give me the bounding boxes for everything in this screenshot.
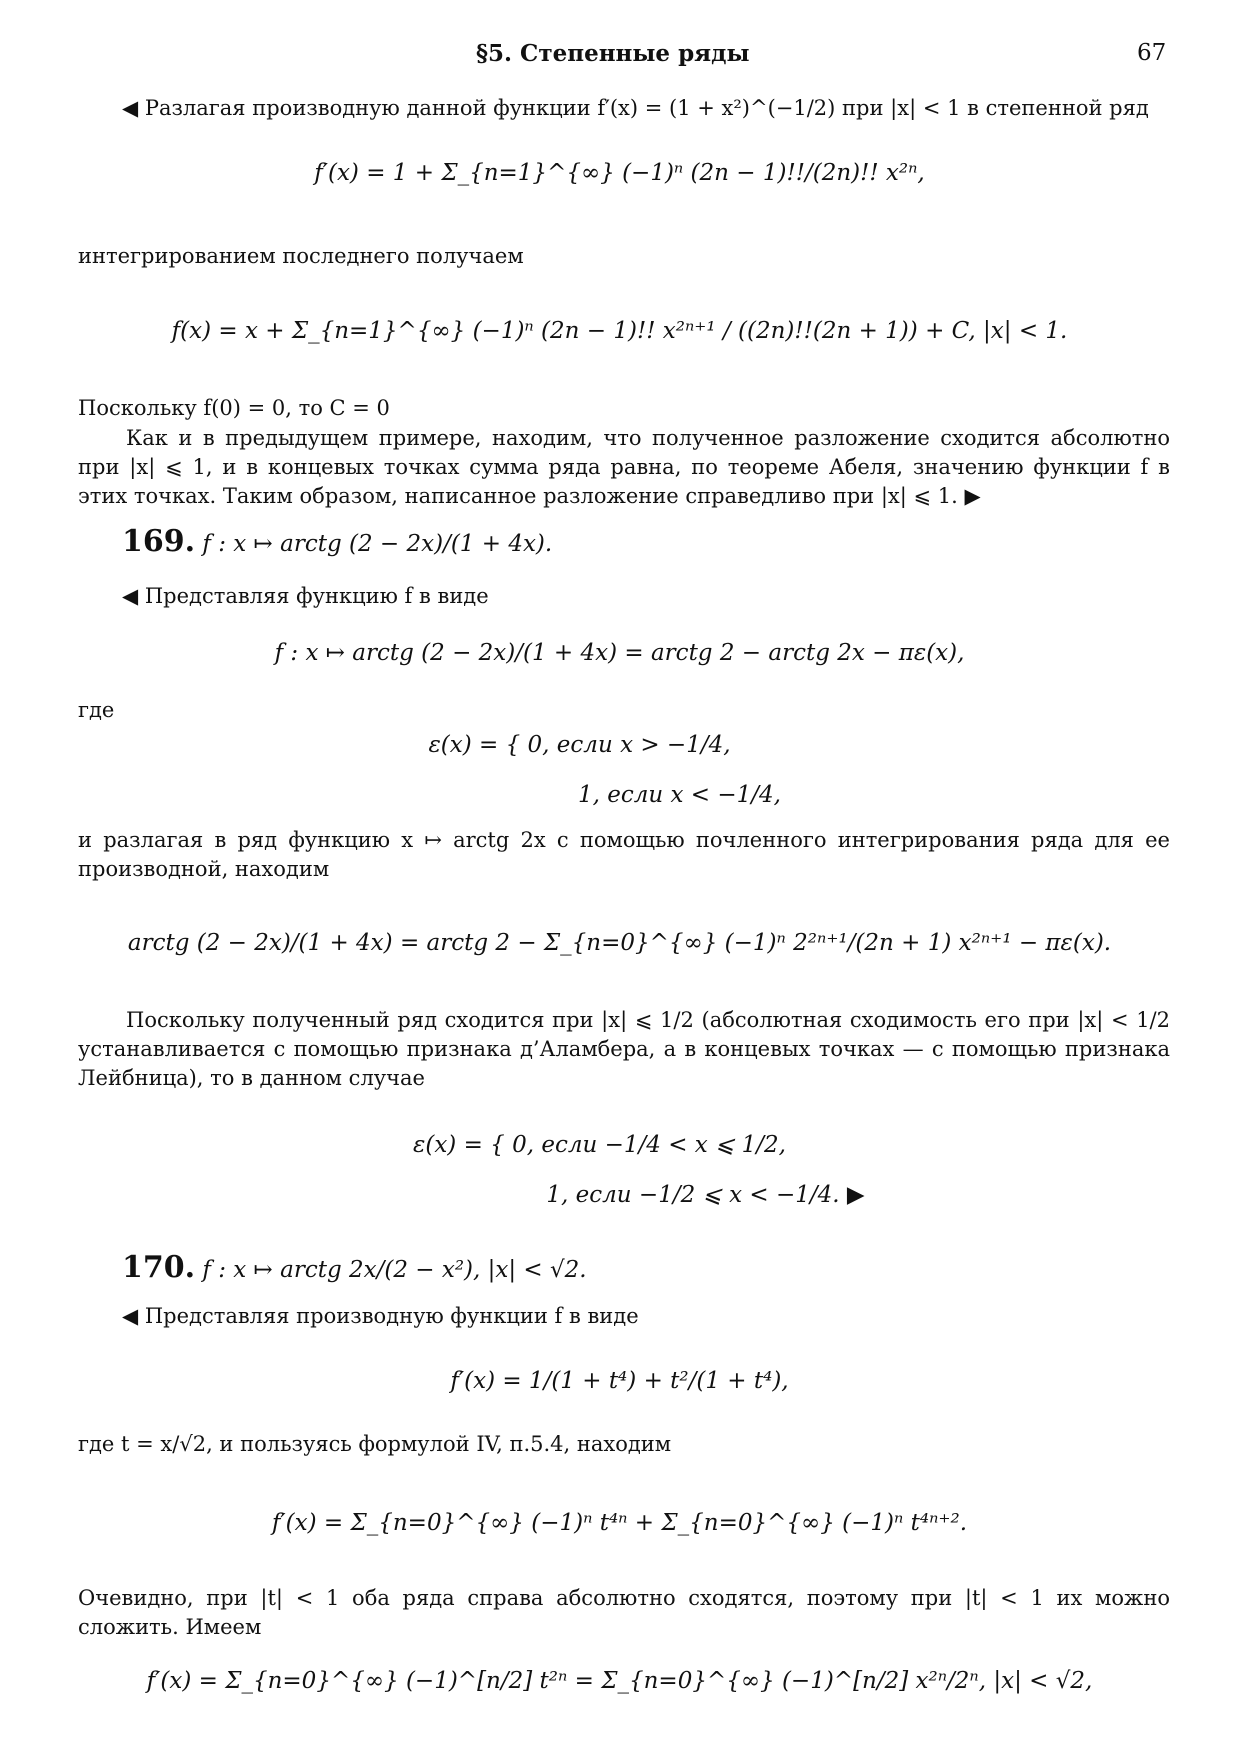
- paragraph: и разлагая в ряд функцию x ↦ arctg 2x с помощью почленного интегрирования ряда для ее производной, находим: [78, 828, 1170, 881]
- equation-case-1: ε(x) = { 0, если −1/4 < x ⩽ 1/2,: [413, 1132, 786, 1158]
- equation: f : x ↦ arctg (2 − 2x)/(1 + 4x) = arctg 2 − arctg 2x − πε(x),: [274, 640, 965, 666]
- problem-169: [122, 524, 552, 559]
- equation-case-2: 1, если x < −1/4,: [578, 782, 781, 808]
- paragraph: Как и в предыдущем примере, находим, что полученное разложение сходится абсолютно при |x| ⩽ 1, и в концевых точках сумма ряда равна, по теореме Абеля, значению функции f в этих точках. Таким образом, написанное разложение справедливо при |x| ⩽ 1. ▶: [78, 426, 1170, 508]
- problem-170: [122, 1250, 587, 1285]
- paragraph: ◀ Представляя функцию f в виде: [122, 584, 489, 608]
- paragraph: Поскольку f(0) = 0, то C = 0: [78, 396, 390, 420]
- paragraph: ◀ Разлагая производную данной функции f′(x) = (1 + x²)^(−1/2) при |x| < 1 в степенной ряд: [122, 96, 1149, 120]
- page-number: 67: [1137, 40, 1167, 66]
- running-header: §5. Степенные ряды: [476, 40, 750, 67]
- paragraph: где t = x/√2, и пользуясь формулой IV, п.5.4, находим: [78, 1432, 672, 1456]
- problem-statement: f : x ↦ arctg (2 − 2x)/(1 + 4x).: [202, 531, 553, 557]
- problem-statement: f : x ↦ arctg 2x/(2 − x²), |x| < √2.: [202, 1257, 587, 1283]
- equation: f′(x) = Σ_{n=0}^{∞} (−1)ⁿ t⁴ⁿ + Σ_{n=0}^{∞} (−1)ⁿ t⁴ⁿ⁺².: [271, 1510, 968, 1536]
- problem-number: 170.: [122, 1250, 196, 1285]
- paragraph: ◀ Представляя производную функции f в виде: [122, 1304, 639, 1328]
- paragraph: интегрированием последнего получаем: [78, 244, 524, 268]
- equation-case-2: 1, если −1/2 ⩽ x < −1/4. ▶: [546, 1182, 865, 1208]
- equation: f(x) = x + Σ_{n=1}^{∞} (−1)ⁿ (2n − 1)!! x²ⁿ⁺¹ / ((2n)!!(2n + 1)) + C, |x| < 1.: [171, 318, 1068, 344]
- paragraph: Поскольку полученный ряд сходится при |x| ⩽ 1/2 (абсолютная сходимость его при |x| < 1/2 устанавливается с помощью признака д’Аламбера, а в концевых точках — с помощью признака Лейбница), то в данном случае: [78, 1008, 1170, 1090]
- equation-case-1: ε(x) = { 0, если x > −1/4,: [428, 732, 731, 758]
- problem-number: 169.: [122, 524, 196, 559]
- equation: f′(x) = 1/(1 + t⁴) + t²/(1 + t⁴),: [450, 1368, 789, 1394]
- paragraph: где: [78, 698, 115, 722]
- equation: f′(x) = 1 + Σ_{n=1}^{∞} (−1)ⁿ (2n − 1)!!/(2n)!! x²ⁿ,: [314, 160, 925, 186]
- equation: f′(x) = Σ_{n=0}^{∞} (−1)^[n/2] t²ⁿ = Σ_{n=0}^{∞} (−1)^[n/2] x²ⁿ/2ⁿ, |x| < √2,: [146, 1668, 1093, 1694]
- equation: arctg (2 − 2x)/(1 + 4x) = arctg 2 − Σ_{n=0}^{∞} (−1)ⁿ 2²ⁿ⁺¹/(2n + 1) x²ⁿ⁺¹ − πε(x).: [127, 930, 1112, 956]
- paragraph: Очевидно, при |t| < 1 оба ряда справа абсолютно сходятся, поэтому при |t| < 1 их можно сложить. Имеем: [78, 1586, 1170, 1639]
